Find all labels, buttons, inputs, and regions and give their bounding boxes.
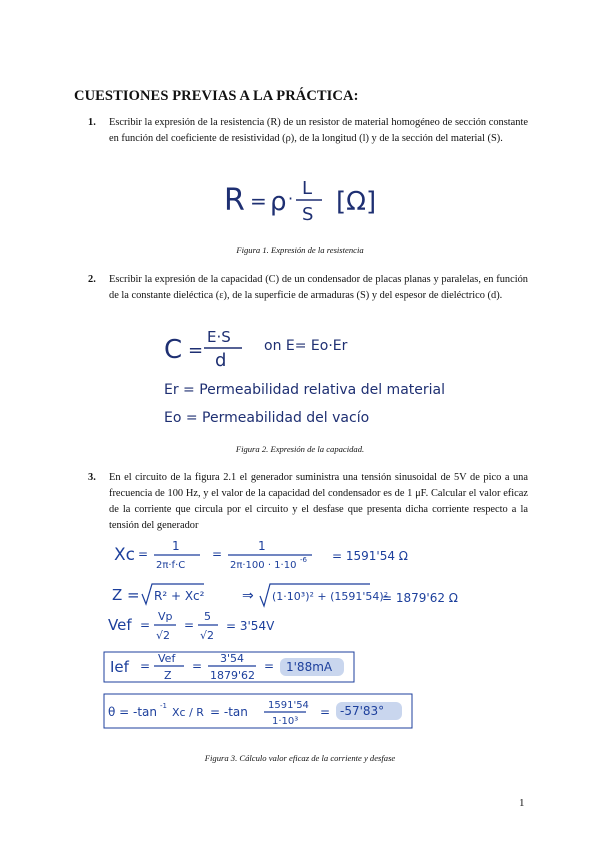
z-result: = 1879'62 Ω (382, 591, 458, 605)
question-2 (88, 272, 528, 304)
figure-3-caption: Figura 3. Cálculo valor eficaz de la corriente y desfase (204, 753, 396, 763)
figure-2-handwriting (160, 326, 450, 436)
formula-numerator: E·S (207, 328, 231, 346)
z-arrow: ⇒ (242, 588, 254, 604)
theta-mid: = -tan (210, 705, 248, 719)
formula-thickness: d (215, 350, 227, 371)
vef-frac2-num: 5 (204, 610, 211, 623)
formula-c-symbol: C (164, 335, 183, 365)
ief-frac2-den: 1879'62 (210, 669, 256, 682)
question-number: 3. (88, 472, 96, 483)
svg-text:=: = (212, 547, 223, 561)
xc-frac1-den: 2π·f·C (156, 560, 186, 571)
question-number: 2. (88, 274, 96, 285)
question-text: Escribir la expresión de la resistencia (R) de un resistor de material homogéneo de sección constante en función del coeficiente de resistividad (ρ), de la longitud (l) y de la sección del material (S). (109, 117, 528, 144)
figure-1-handwriting (220, 170, 400, 230)
figure-2-caption: Figura 2. Expresión de la capacidad. (235, 444, 365, 454)
formula-equals: = (250, 189, 267, 213)
theta-argument: Xc / R (172, 706, 204, 719)
formula-section: S (302, 204, 314, 225)
svg-text:=: = (138, 547, 149, 561)
svg-text:=: = (184, 618, 195, 632)
vef-frac1-den: √2 (156, 629, 171, 642)
figure-3-handwriting (100, 536, 520, 736)
theta-label: θ = -tan (108, 705, 158, 719)
section-heading: CUESTIONES PREVIAS A LA PRÁCTICA: (74, 88, 359, 104)
svg-text:=: = (192, 659, 203, 673)
xc-result: = 1591'54 Ω (332, 549, 408, 563)
z-label: Z = (112, 586, 140, 604)
xc-frac2-num: 1 (258, 539, 266, 553)
definition-eo: Eo = Permeabilidad del vacío (164, 410, 370, 426)
xc-label: Xc (114, 545, 135, 565)
formula-equals: = (188, 340, 204, 361)
formula-r-symbol: R (224, 183, 245, 218)
xc-exponent: -6 (300, 556, 307, 564)
xc-frac2-den: 2π·100 · 1·10 (230, 560, 297, 571)
svg-text:=: = (140, 618, 151, 632)
page-number: 1 (519, 797, 525, 809)
xc-frac1-num: 1 (172, 539, 180, 553)
ief-frac1-den: Z (164, 669, 172, 682)
question-text: En el circuito de la figura 2.1 el generador suministra una tensión sinusoidal de 5V de pico a una frecuencia de 100 Hz, y el valor de la capacidad del condensador es de 1 μF. Calcular el valor eficaz de la corriente que circula por el circuito y el desfase que presenta dicha corriente respecto a la tensión del generador (109, 472, 528, 531)
ief-label: Ief (110, 658, 129, 676)
figure-1-caption: Figura 1. Expresión de la resistencia (236, 245, 364, 255)
question-number: 1. (88, 117, 96, 128)
z-substitution: (1·10³)² + (1591'54)² (272, 590, 389, 603)
vef-frac1-num: Vp (158, 610, 173, 623)
svg-text:=: = (264, 659, 275, 673)
theta-frac-num: 1591'54 (268, 700, 309, 711)
svg-text:=: = (140, 659, 151, 673)
vef-frac2-den: √2 (200, 629, 215, 642)
question-text: Escribir la expresión de la capacidad (C) de un condensador de placas planas y paralelas, en función de la constante dieléctica (ε), de la superficie de armaduras (S) y del espesor de dieléctrico (d). (109, 274, 528, 301)
formula-where-clause: on E= Eo·Er (264, 338, 348, 354)
formula-dot: · (288, 189, 294, 208)
theta-frac-den: 1·10³ (272, 716, 299, 727)
formula-unit-ohm: [Ω] (336, 187, 377, 217)
formula-length: L (302, 178, 313, 199)
svg-text:=: = (320, 705, 331, 719)
ief-result: 1'88mA (286, 660, 333, 674)
question-1 (88, 115, 528, 147)
definition-er: Er = Permeabilidad relativa del material (164, 382, 445, 398)
z-radicand: R² + Xc² (154, 589, 205, 603)
theta-exponent: -1 (160, 702, 167, 710)
vef-result: = 3'54V (226, 619, 275, 633)
ief-frac1-num: Vef (158, 652, 176, 665)
theta-result: -57'83° (340, 704, 385, 718)
question-3 (88, 470, 528, 534)
ief-frac2-num: 3'54 (220, 652, 245, 665)
formula-rho: ρ (270, 187, 287, 217)
vef-label: Vef (108, 616, 132, 634)
